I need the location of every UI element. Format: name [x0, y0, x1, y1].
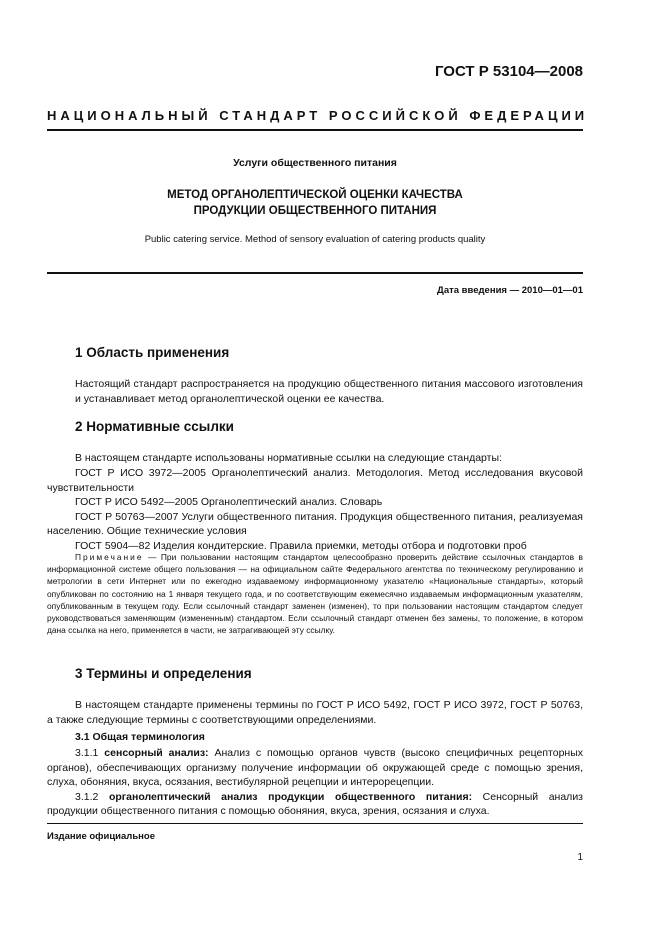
footer-divider: [47, 823, 583, 824]
section-3-body: [47, 698, 583, 727]
section-3-intro: В настоящем стандарте применены термины по ГОСТ Р ИСО 5492, ГОСТ Р ИСО 3972, ГОСТ Р 50763, а также следующие термины с соответствующими определениями.: [47, 699, 583, 726]
introduction-date: Дата введения — 2010—01—01: [437, 285, 583, 296]
section-1-text: Настоящий стандарт распространяется на продукцию общественного питания массового изготовления и устанавливает метод органолептической оценки ее качества.: [75, 378, 583, 405]
title-line-1: МЕТОД ОРГАНОЛЕПТИЧЕСКОЙ ОЦЕНКИ КАЧЕСТВА: [167, 189, 463, 201]
section-2-body: [75, 451, 583, 466]
section-1-body: [75, 377, 583, 406]
national-standard-banner: НАЦИОНАЛЬНЫЙ СТАНДАРТ РОССИЙСКОЙ ФЕДЕРАЦИИ: [47, 108, 589, 123]
term-3-1-2: [47, 790, 583, 819]
reference-item: ГОСТ Р ИСО 5492—2005 Органолептический анализ. Словарь: [75, 496, 383, 508]
document-code: ГОСТ Р 53104—2008: [434, 63, 583, 80]
term-name: органолептический анализ продукции общественного питания:: [108, 790, 473, 803]
section-2-heading: 2 Нормативные ссылки: [75, 419, 234, 434]
header-divider: [47, 129, 583, 131]
term-definition: Анализ с помощью органов чувств (высоко специфичных рецепторных органов), обеспечивающих организму получение информации об окружающей среде с помощью зрения, слуха, обоняния, вкуса, осязания, вестибулярной рецепции и интерорецепции.: [47, 747, 584, 788]
title-divider: [47, 272, 583, 274]
document-subtitle: Услуги общественного питания: [233, 157, 397, 169]
term-definition: Сенсорный анализ продукции общественного питания с помощью обоняния, вкуса, зрения, осязания и слуха.: [47, 790, 583, 817]
note-label: Примечание: [75, 552, 144, 562]
note-text: — При пользовании настоящим стандартом целесообразно проверить действие ссылочных стандартов в информационной системе общего пользования — на официальном сайте Федерального агентства по техническому регулированию и метрологии в сети Интернет или по ежегодно издаваемому информационному указателю «Национальные стандарты», который опубликован по состоянию на 1 января текущего года, и по соответствующим ежемесячно издаваемым информационным указателям, опубликованным в текущем году. Если ссылочный стандарт заменен (изменен), то при пользовании настоящим стандартом следует руководствоваться заменяющим (измененным) стандартом. Если ссылочный стандарт отменен без замены, то положение, в котором дана ссылка на него, применяется в части, не затрагивающей эту ссылку.: [47, 552, 584, 636]
title-line-2: ПРОДУКЦИИ ОБЩЕСТВЕННОГО ПИТАНИЯ: [193, 205, 437, 217]
publication-label: Издание официальное: [47, 831, 155, 842]
reference-item: ГОСТ 5904—82 Изделия кондитерские. Правила приемки, методы отбора и подготовки проб: [75, 539, 527, 552]
reference-item: ГОСТ Р ИСО 3972—2005 Органолептический анализ. Методология. Метод исследования вкусовой чувствительности: [47, 467, 583, 494]
term-number: 3.1.1: [75, 747, 99, 759]
normative-note: [47, 551, 583, 636]
term-number: 3.1.2: [75, 790, 99, 803]
reference-item: ГОСТ Р 50763—2007 Услуги общественного питания. Продукция общественного питания, реализуемая населению. Общие технические условия: [47, 510, 583, 537]
section-1-heading: 1 Область применения: [75, 345, 230, 360]
english-title: Public catering service. Method of sensory evaluation of catering products quality: [144, 234, 486, 245]
section-2-intro: В настоящем стандарте использованы нормативные ссылки на следующие стандарты:: [75, 452, 502, 464]
term-3-1-1: [47, 746, 583, 790]
reference-list: [47, 466, 583, 553]
terms-list: [47, 746, 583, 819]
term-name: сенсорный анализ:: [104, 747, 209, 759]
page-number: 1: [577, 852, 583, 863]
section-3-heading: 3 Термины и определения: [75, 666, 252, 681]
document-title: [47, 187, 583, 219]
subsection-3-1-heading: 3.1 Общая терминология: [75, 731, 205, 743]
